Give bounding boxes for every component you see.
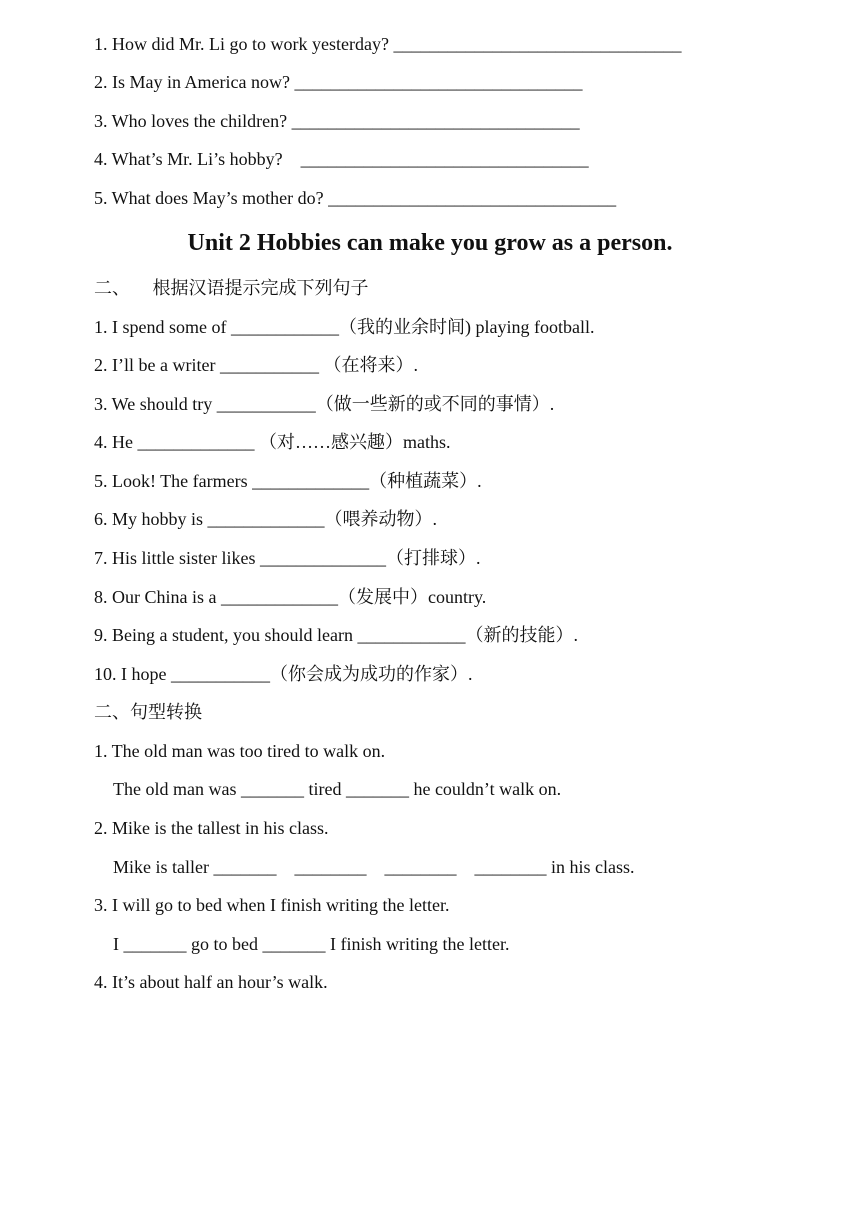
section2-heading: 二、句型转换 [94, 702, 202, 722]
section1-item-4: 4. He _____________ （对……感兴趣）maths. [94, 432, 451, 452]
unit2-title: Unit 2 Hobbies can make you grow as a person. [187, 230, 673, 256]
section2-item-4-original: 4. It’s about half an hour’s walk. [94, 972, 328, 992]
section2-item-1-rewrite: The old man was _______ tired _______ he couldn’t walk on. [113, 779, 562, 799]
section1-heading: 二、 根据汉语提示完成下列句子 [94, 278, 369, 298]
section1-item-9: 9. Being a student, you should learn ____________（新的技能）. [94, 625, 578, 645]
section2-item-2-original: 2. Mike is the tallest in his class. [94, 818, 329, 838]
section1-item-8: 8. Our China is a _____________（发展中）country. [94, 587, 487, 607]
section1-item-10: 10. I hope ___________（你会成为成功的作家）. [94, 664, 473, 684]
unit1-question-1: 1. How did Mr. Li go to work yesterday? ________________________________ [94, 34, 682, 54]
unit1-question-5: 5. What does May’s mother do? ________________________________ [94, 188, 617, 208]
section1-item-2: 2. I’ll be a writer ___________ （在将来）. [94, 355, 418, 375]
section1-item-3: 3. We should try ___________（做一些新的或不同的事情）. [94, 394, 555, 414]
section2-item-1-original: 1. The old man was too tired to walk on. [94, 741, 386, 761]
section1-item-7: 7. His little sister likes ______________（打排球）. [94, 548, 481, 568]
unit1-question-2: 2. Is May in America now? ________________________________ [94, 72, 583, 92]
section1-item-5: 5. Look! The farmers _____________（种植蔬菜）. [94, 471, 482, 491]
section2-item-3-rewrite: I _______ go to bed _______ I finish writing the letter. [113, 934, 510, 954]
unit1-question-3: 3. Who loves the children? ________________________________ [94, 111, 580, 131]
section2-item-3-original: 3. I will go to bed when I finish writing the letter. [94, 895, 450, 915]
section1-item-1: 1. I spend some of ____________（我的业余时间) playing football. [94, 317, 595, 337]
section2-item-2-rewrite: Mike is taller _______ ________ ________ ________ in his class. [113, 857, 635, 877]
section1-item-6: 6. My hobby is _____________（喂养动物）. [94, 509, 438, 529]
unit1-question-4: 4. What’s Mr. Li’s hobby? ________________________________ [94, 149, 589, 169]
